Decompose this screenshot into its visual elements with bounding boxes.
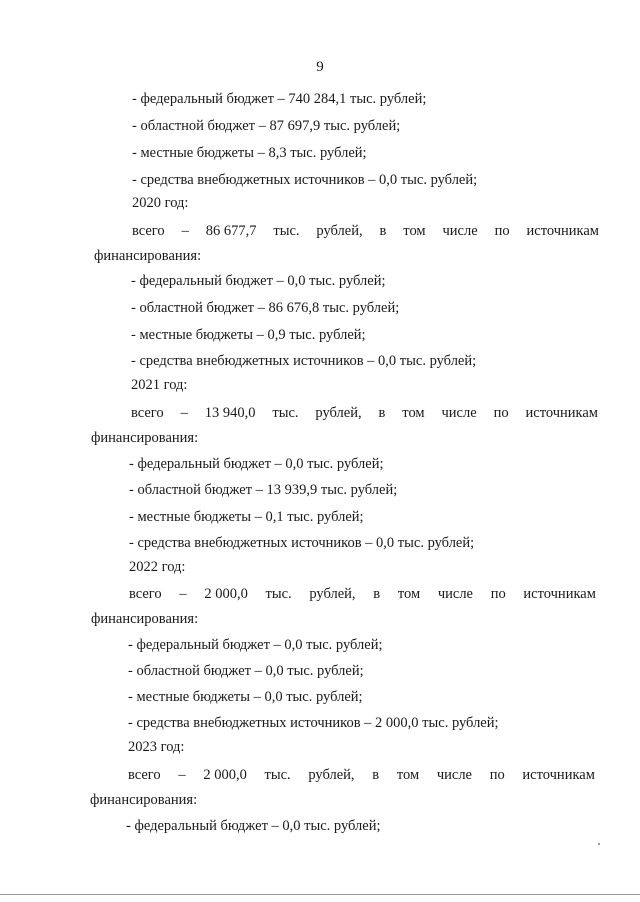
- total-word: в: [379, 223, 387, 239]
- total-word: тыс.: [272, 405, 299, 421]
- total-amount: 2 000,0: [204, 586, 248, 602]
- total-word: по: [494, 223, 510, 239]
- total-word: тыс.: [264, 767, 291, 783]
- total-word: по: [493, 405, 509, 421]
- total-dash: –: [181, 223, 189, 239]
- total-word: источникам: [523, 586, 596, 602]
- year-heading-2022: 2022 год:: [129, 559, 186, 575]
- total-dash: –: [178, 767, 186, 783]
- total-word: источникам: [522, 767, 595, 783]
- line-regional-budget: - областной бюджет – 86 676,8 тыс. рублей;: [131, 300, 400, 316]
- total-dash: –: [180, 405, 188, 421]
- total-word: источникам: [526, 223, 599, 239]
- total-amount: 86 677,7: [205, 223, 257, 239]
- total-word: рублей,: [316, 223, 363, 239]
- line-local-budgets: - местные бюджеты – 0,0 тыс. рублей;: [128, 689, 363, 705]
- total-amount: 13 940,0: [204, 405, 256, 421]
- total-word: числе: [442, 223, 478, 239]
- total-word: числе: [441, 405, 477, 421]
- total-word: всего: [132, 223, 165, 239]
- page-number: 9: [316, 59, 324, 75]
- total-word: числе: [437, 586, 473, 602]
- page-bottom-edge: [0, 894, 640, 895]
- total-word: тыс.: [265, 586, 292, 602]
- total-word: том: [403, 223, 426, 239]
- total-line-2020: [132, 222, 599, 240]
- total-line-2021: [131, 404, 598, 422]
- year-heading-2023: 2023 год:: [128, 739, 185, 755]
- total-word: по: [489, 767, 505, 783]
- total-word: рублей,: [308, 767, 355, 783]
- total-word: том: [396, 767, 420, 783]
- total-word: всего: [128, 767, 161, 783]
- line-financing: финансирования:: [91, 430, 199, 446]
- total-word: тыс.: [273, 223, 300, 239]
- line-federal-budget: - федеральный бюджет – 740 284,1 тыс. рублей;: [132, 91, 427, 107]
- line-financing: финансирования:: [94, 248, 202, 264]
- total-word: источникам: [525, 405, 598, 421]
- line-regional-budget: - областной бюджет – 87 697,9 тыс. рублей;: [132, 118, 401, 134]
- line-local-budgets: - местные бюджеты – 8,3 тыс. рублей;: [132, 145, 367, 161]
- total-word: в: [373, 586, 381, 602]
- line-extrabudgetary-sources: - средства внебюджетных источников – 0,0 тыс. рублей;: [132, 172, 478, 188]
- total-dash: –: [179, 586, 187, 602]
- total-word: том: [402, 405, 425, 421]
- year-heading-2021: 2021 год:: [131, 377, 188, 393]
- total-word: всего: [129, 586, 162, 602]
- line-regional-budget: - областной бюджет – 0,0 тыс. рублей;: [128, 663, 364, 679]
- total-amount: 2 000,0: [203, 767, 247, 783]
- line-federal-budget: - федеральный бюджет – 0,0 тыс. рублей;: [129, 456, 384, 472]
- total-line-2022: [129, 585, 596, 603]
- line-local-budgets: - местные бюджеты – 0,1 тыс. рублей;: [129, 509, 364, 525]
- total-word: в: [378, 405, 386, 421]
- total-word: всего: [131, 405, 164, 421]
- total-word: по: [490, 586, 506, 602]
- total-word: числе: [436, 767, 472, 783]
- scan-speck: [598, 843, 600, 845]
- total-word: рублей,: [315, 405, 362, 421]
- total-word: рублей,: [309, 586, 356, 602]
- line-regional-budget: - областной бюджет – 13 939,9 тыс. рублей;: [129, 482, 398, 498]
- total-line-2023: [128, 766, 595, 784]
- line-local-budgets: - местные бюджеты – 0,9 тыс. рублей;: [131, 327, 366, 343]
- line-federal-budget: - федеральный бюджет – 0,0 тыс. рублей;: [131, 273, 386, 289]
- year-heading-2020: 2020 год:: [132, 195, 189, 211]
- line-financing: финансирования:: [91, 611, 199, 627]
- line-federal-budget: - федеральный бюджет – 0,0 тыс. рублей;: [128, 637, 383, 653]
- line-extrabudgetary-sources: - средства внебюджетных источников – 2 000,0 тыс. рублей;: [128, 715, 499, 731]
- total-word: в: [372, 767, 380, 783]
- line-extrabudgetary-sources: - средства внебюджетных источников – 0,0 тыс. рублей;: [129, 535, 475, 551]
- line-federal-budget: - федеральный бюджет – 0,0 тыс. рублей;: [126, 818, 381, 834]
- total-word: том: [397, 586, 421, 602]
- line-financing: финансирования:: [90, 792, 198, 808]
- line-extrabudgetary-sources: - средства внебюджетных источников – 0,0 тыс. рублей;: [131, 353, 477, 369]
